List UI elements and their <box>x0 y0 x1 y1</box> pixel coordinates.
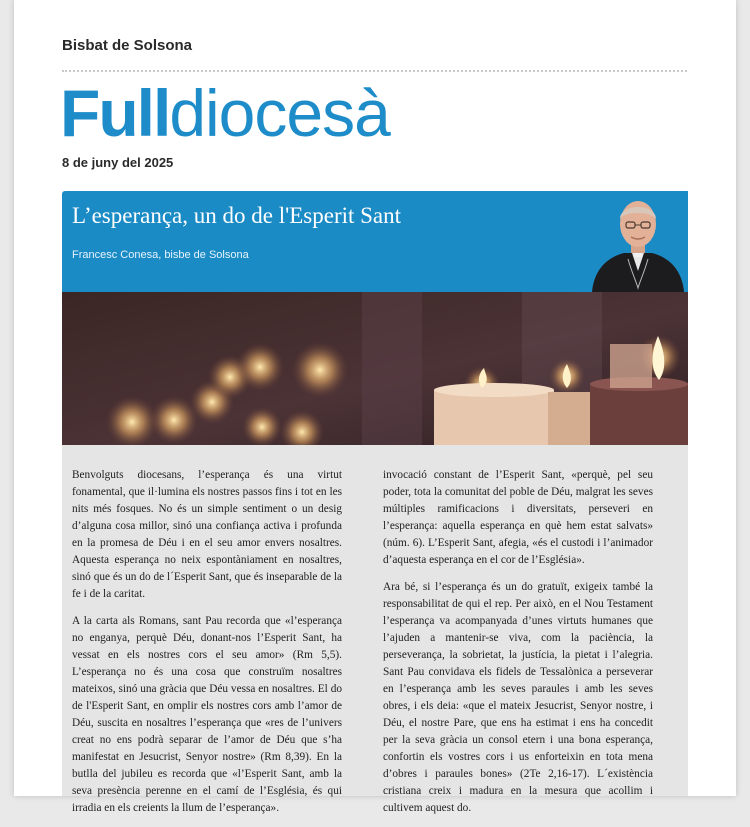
paragraph: invocació constant de l’Esperit Sant, «perquè, pel seu poder, tota la comunitat del poble de Déu, malgrat les seves múltiples ramificacions i diversitats, perseveri en l’esperança: aquella esperança en què hem estat salvats» (núm. 6). L’Esperit Sant, afegia, «és el custodi i l’animador d’aquesta esperança en el cor de l’Església». <box>383 469 653 566</box>
article-author: Francesc Conesa, bisbe de Solsona <box>72 249 249 261</box>
article-column-left <box>72 467 342 827</box>
article-banner <box>62 191 688 292</box>
diocese-name: Bisbat de Solsona <box>62 37 193 54</box>
issue-date: 8 de juny del 2025 <box>62 155 174 170</box>
candles-photo <box>62 292 688 445</box>
paragraph: Ara bé, si l’esperança és un do gratuït, exigeix també la responsabilitat de qui el rep. Per això, en el Nou Testament l’esperança va acompanyada d’unes virtuts humanes que l’ajuden a mantenir-se viva, com la paciència, la perseverança, la sobrietat, la justícia, la pietat i l’alegria. Sant Pau convidava els fidels de Tessalònica a perseverar en l’esperança amb les seves paraules i amb les seves obres, i els deia: «que el mateix Jesucrist, Senyor nostre, i Déu, el nostre Pare, que ens ha estimat i ens ha concedit per la seva gràcia un consol etern i una bona esperança, confortin els vostres cors i us enforteixin en tota mena d’obres i paraules bones» (2Te 2,16-17). L´existència cristiana creix i madura en la mesura que acollim i cultivem aquest do. <box>383 581 653 814</box>
masthead-logo <box>60 78 390 148</box>
paragraph: A la carta als Romans, sant Pau recorda que «l’esperança no enganya, perquè Déu, donant-nos l’Esperit Sant, ha vessat en els nostres cors el seu amor» (Rm 5,5). L’esperança no és una cosa que construïm nosaltres mateixos, sinó una gràcia que Déu vessa en nosaltres. El do de l'Esperit Sant, en omplir els nostres cors amb l’amor de Déu, suscita en nosaltres l’esperança que «res de l’univers creat no ens podrà separar de l’amor de Déu que s’ha manifestat en Jesucrist, Senyor nostre» (Rm 8,39). En la butlla del jubileu es recorda que «l’Esperit Sant, amb la seva presència perenne en el camí de l’Església, és qui irradia en els creients la llum de l’esperança». <box>72 615 342 814</box>
bishop-portrait <box>588 191 688 292</box>
article-body <box>62 445 688 814</box>
paragraph: Benvolguts diocesans, l’esperança és una virtut fonamental, que il·lumina els nostres passos fins i tot en les nits més fosques. No és un simple sentiment o un desig d’alguna cosa millor, sinó una confiança activa i profunda en la promesa de Déu i en el seu amor envers nosaltres. Aquesta esperança no neix espontàniament en nosaltres, sinó que és un do de l´Esperit Sant, que és inseparable de la fe i de la caritat. <box>72 469 342 600</box>
newsletter-page <box>14 0 736 814</box>
masthead-bold: Full <box>60 76 170 150</box>
header-divider <box>62 70 687 72</box>
masthead-light: diocesà <box>169 76 390 150</box>
article-column-right <box>383 467 653 827</box>
article-title: L’esperança, un do de l'Esperit Sant <box>72 203 402 228</box>
